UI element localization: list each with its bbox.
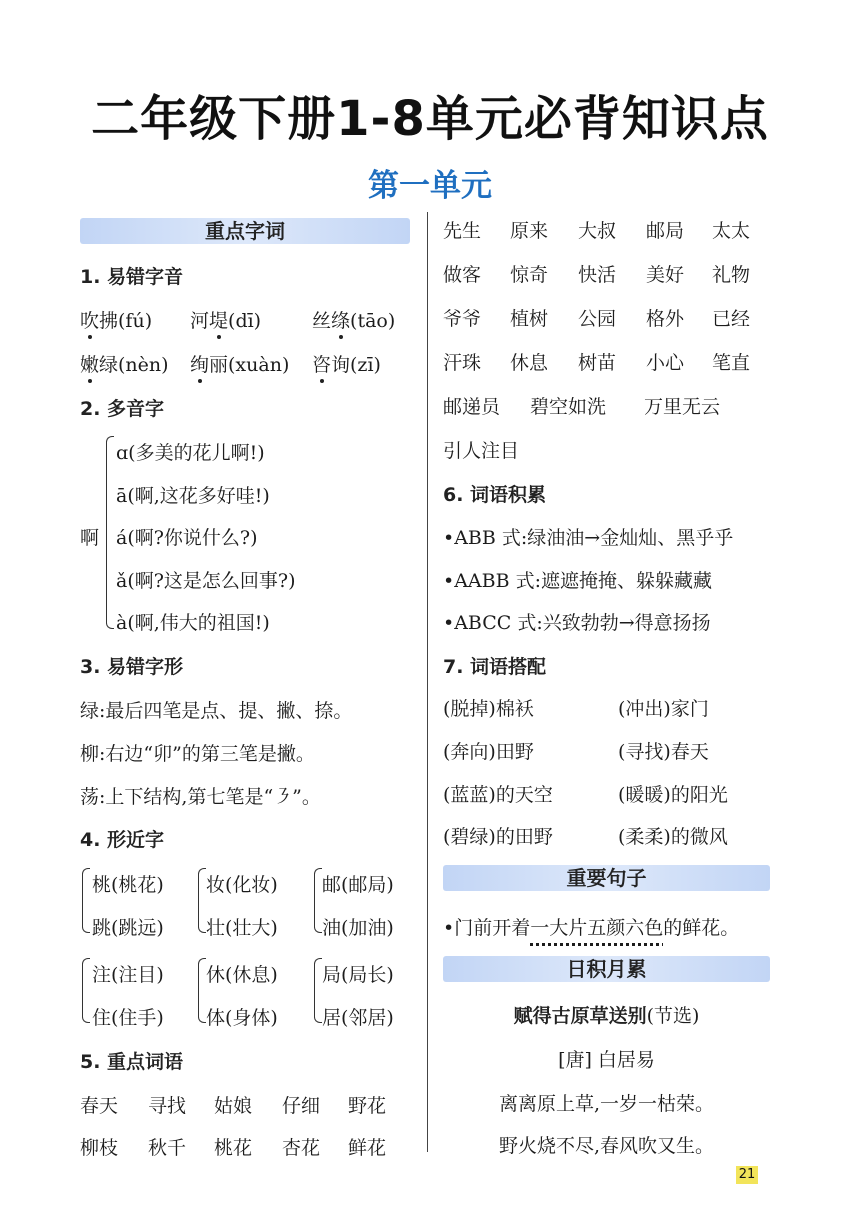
- key-word: 万里无云: [644, 396, 721, 418]
- section-heading: 7. 词语搭配: [443, 656, 547, 678]
- unit-title: 第一单元: [368, 168, 492, 204]
- key-word: 野花: [348, 1095, 387, 1117]
- key-word: 鲜花: [348, 1137, 387, 1159]
- key-word: 姑娘: [214, 1095, 253, 1117]
- brace: [82, 868, 90, 901]
- key-word: 已经: [712, 308, 751, 330]
- word-item: 丝绦(tāo): [312, 310, 396, 332]
- brace: [198, 958, 206, 991]
- key-word: 爷爷: [443, 308, 482, 330]
- section-band-label: 重点字词: [205, 219, 285, 243]
- section-heading: 2. 多音字: [80, 398, 165, 420]
- similar-char: 住(住手): [92, 1007, 164, 1029]
- collocation: (柔柔)的微风: [618, 826, 728, 848]
- word-item-rest: 拂(fú): [99, 310, 153, 332]
- similar-char: 局(局长): [322, 964, 394, 986]
- key-word: 秋千: [148, 1137, 187, 1159]
- glyph-note: 荡:上下结构,第七笔是“㇋”。: [80, 786, 321, 808]
- brace: [314, 958, 322, 991]
- glyph-note: 绿:最后四笔是点、提、撇、捺。: [80, 700, 353, 722]
- page-number: 21: [736, 1166, 758, 1184]
- key-word: 休息: [510, 352, 549, 374]
- key-word: 笔直: [712, 352, 751, 374]
- key-word: 太太: [712, 220, 751, 242]
- word-item: 绚丽(xuàn): [190, 354, 290, 376]
- key-word: 美好: [646, 264, 685, 286]
- key-word: 先生: [443, 220, 482, 242]
- similar-char: 桃(桃花): [92, 874, 164, 896]
- section-band-label: 日积月累: [566, 957, 647, 981]
- key-word: 原来: [510, 220, 549, 242]
- brace: [106, 532, 114, 629]
- word-pattern: •ABB 式:绿油油→金灿灿、黑乎乎: [443, 527, 734, 549]
- brace: [198, 990, 206, 1023]
- poem-title-line: [443, 1001, 770, 1028]
- brace: [198, 900, 206, 933]
- sentence-emphasis: 一大片五颜六色: [530, 917, 664, 939]
- key-word: 树苗: [578, 352, 617, 374]
- key-word: 杏花: [282, 1137, 321, 1159]
- word-item: 嫩绿(nèn): [80, 354, 169, 376]
- polyphone-item: ɑ(多美的花儿啊!): [116, 442, 265, 464]
- similar-char: 跳(跳远): [92, 917, 164, 939]
- word-item: 吹拂(fú): [80, 310, 153, 332]
- brace: [314, 900, 322, 933]
- similar-char: 油(加油): [322, 917, 394, 939]
- brace: [314, 868, 322, 901]
- similar-char: 妆(化妆): [206, 874, 278, 896]
- polyphone-item: ǎ(啊?这是怎么回事?): [116, 570, 296, 592]
- poem-line: 野火烧不尽,春风吹又生。: [498, 1135, 715, 1157]
- key-word: 邮递员: [443, 396, 501, 418]
- similar-char: 居(邻居): [322, 1007, 394, 1029]
- brace: [82, 990, 90, 1023]
- polyphone-char: 啊: [80, 527, 100, 549]
- section-band-label: 重要句子: [566, 866, 647, 890]
- key-word: 柳枝: [80, 1137, 119, 1159]
- word-pattern: •AABB 式:遮遮掩掩、躲躲藏藏: [443, 570, 713, 592]
- similar-char: 休(休息): [206, 964, 278, 986]
- collocation: (碧绿)的田野: [443, 826, 553, 848]
- key-word: 碧空如洗: [530, 396, 607, 418]
- polyphone-item: à(啊,伟大的祖国!): [116, 612, 270, 634]
- key-word: 春天: [80, 1095, 119, 1117]
- brace: [198, 868, 206, 901]
- collocation: (蓝蓝)的天空: [443, 784, 553, 806]
- section-heading: 6. 词语积累: [443, 484, 547, 506]
- key-word: 快活: [578, 264, 617, 286]
- similar-char: 注(注目): [92, 964, 164, 986]
- section-heading: 3. 易错字形: [80, 656, 184, 678]
- brace: [82, 958, 90, 991]
- sentence-part: 的鲜花。: [663, 917, 740, 939]
- poem-author: [唐] 白居易: [558, 1049, 655, 1071]
- key-word: 小心: [646, 352, 685, 374]
- brace: [314, 990, 322, 1023]
- section-heading: 4. 形近字: [80, 829, 165, 851]
- section-heading: 5. 重点词语: [80, 1051, 184, 1073]
- brace: [106, 436, 114, 533]
- similar-char: 邮(邮局): [322, 874, 394, 896]
- polyphone-item: ā(啊,这花多好哇!): [116, 485, 270, 507]
- key-word: 邮局: [646, 220, 685, 242]
- page-title: 二年级下册1-8单元必背知识点: [91, 91, 769, 147]
- key-word: 汗珠: [443, 352, 482, 374]
- polyphone-item: á(啊?你说什么?): [116, 527, 258, 549]
- key-word: 礼物: [712, 264, 751, 286]
- key-word: 做客: [443, 264, 482, 286]
- similar-char: 壮(壮大): [206, 917, 278, 939]
- word-item: 咨询(zī): [312, 354, 381, 376]
- collocation: (寻找)春天: [618, 741, 709, 763]
- key-sentence: [443, 913, 739, 940]
- key-word: 引人注目: [443, 440, 520, 462]
- column-divider: [427, 212, 428, 1152]
- collocation: (脱掉)棉袄: [443, 698, 534, 720]
- similar-char: 体(身体): [206, 1007, 278, 1029]
- key-word: 寻找: [148, 1095, 187, 1117]
- key-word: 仔细: [282, 1095, 321, 1117]
- collocation: (暖暖)的阳光: [618, 784, 728, 806]
- word-item: 河堤(dī): [190, 310, 262, 332]
- glyph-note: 柳:右边“卯”的第三笔是撇。: [80, 743, 315, 765]
- key-word: 格外: [646, 308, 685, 330]
- key-word: 公园: [578, 308, 617, 330]
- key-word: 植树: [510, 308, 549, 330]
- brace: [82, 900, 90, 933]
- poem-title: 赋得古原草送别: [513, 1005, 647, 1027]
- word-pattern: •ABCC 式:兴致勃勃→得意扬扬: [443, 612, 711, 634]
- key-word: 大叔: [578, 220, 617, 242]
- poem-line: 离离原上草,一岁一枯荣。: [498, 1093, 715, 1115]
- key-word: 惊奇: [510, 264, 549, 286]
- collocation: (冲出)家门: [618, 698, 709, 720]
- sentence-part: •门前开着: [443, 917, 531, 939]
- collocation: (奔向)田野: [443, 741, 534, 763]
- poem-note: (节选): [646, 1005, 700, 1027]
- section-heading: 1. 易错字音: [80, 266, 184, 288]
- key-word: 桃花: [214, 1137, 253, 1159]
